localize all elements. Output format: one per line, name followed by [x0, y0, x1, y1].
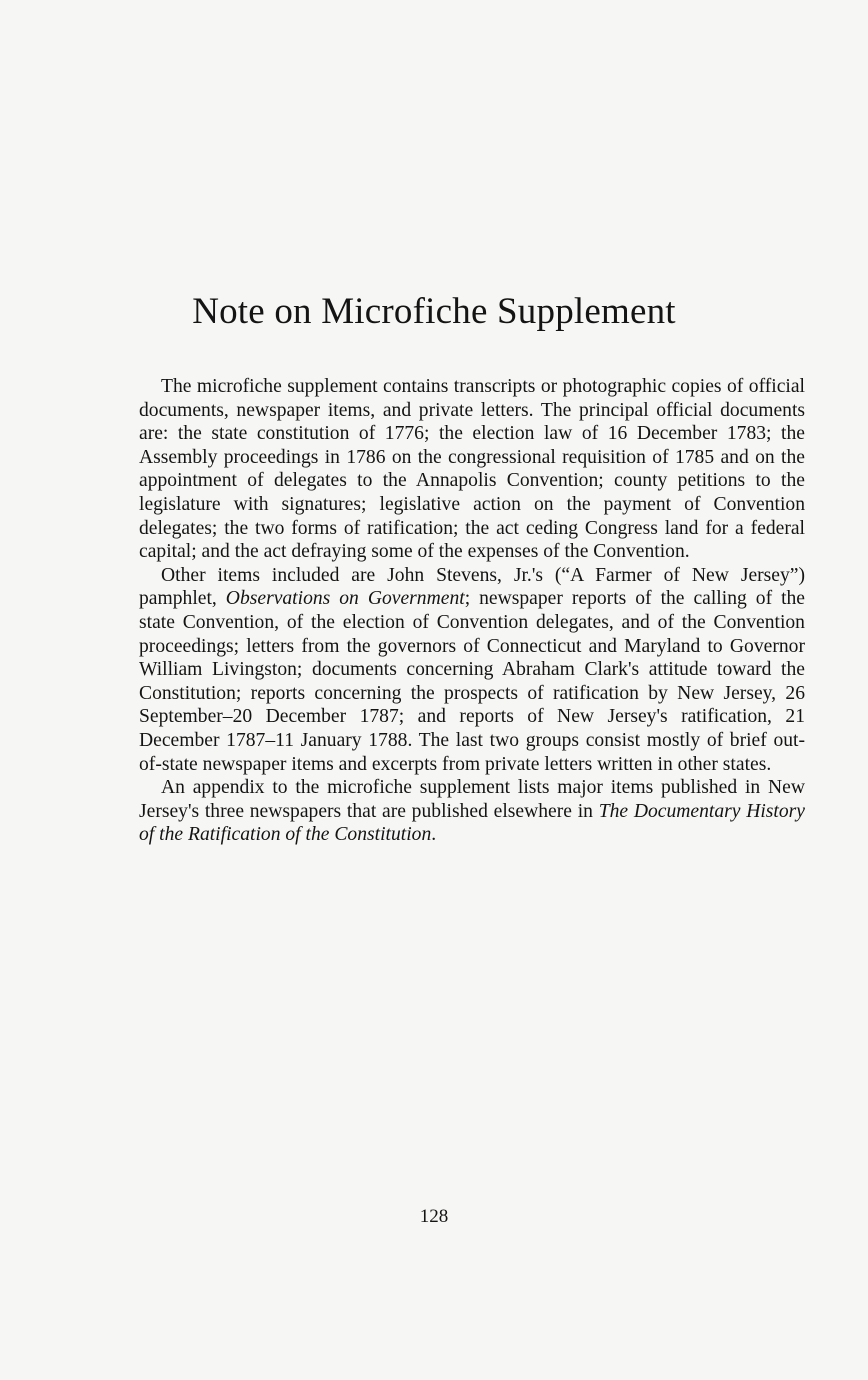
book-title: The Documentary History of the Ratification of the Constitution: [139, 800, 805, 846]
text-line: legislature with signatures; legislative action on the payment of Con: [139, 493, 747, 515]
text-line: the calling of the state Convention, of the election of Convention: [139, 588, 806, 633]
page-number: 128: [419, 1206, 449, 1227]
text-line: of brief out-of-state newspaper items and excerpts from private letters: [139, 729, 806, 775]
paragraph-2: [139, 564, 805, 776]
body-text: [139, 375, 805, 847]
text-line: gress land for a federal capital; and the act defraying some of the: [139, 517, 805, 563]
text-line: delegates, and of the Convention proceedings; letters from the gov: [139, 611, 805, 657]
text-line: tion; reports concerning the prospects of ratification by New Jersey, 26: [205, 682, 805, 704]
text-line: ernors of Connecticut and Maryland to Governor William Livingston;: [139, 635, 805, 681]
text-line: written in other states.: [597, 753, 772, 775]
text-line: 1786 on the congressional requisition of 1785 and on the appointment: [139, 446, 805, 492]
text-line: The principal official documents are: the state constitution of 1776;: [139, 399, 806, 445]
text-line: documents concerning Abraham Clark's attitude toward the Constitu: [139, 659, 805, 704]
paragraph-3: [139, 776, 805, 847]
text-line: the election law of 16 December 1783; the Assembly proceedings in: [139, 423, 805, 468]
text-line: in: [577, 800, 599, 822]
text-line: Other items included are John Stevens, Jr.'s (“A Farmer of New: [161, 564, 729, 586]
text-line: 21 December 1787–11 January 1788. The last two groups consist mostly: [139, 706, 805, 751]
text-line: lished in New Jersey's three newspapers that are published elsewhere: [139, 777, 805, 822]
text-line: expenses of the Convention.: [467, 541, 690, 563]
text-line: The microfiche supplement contains transcripts or photographic: [161, 376, 667, 397]
text-line: An appendix to the microfiche supplement lists major items pub: [161, 777, 691, 799]
text-line: of delegates to the Annapolis Convention; county petitions to the: [247, 470, 805, 492]
text-line: ; newspaper reports of: [464, 588, 652, 610]
text-line: .: [431, 824, 437, 846]
book-title: Observations on Government: [225, 588, 465, 610]
paragraph-1: [139, 375, 805, 564]
page-title: Note on Microfiche Supplement: [192, 291, 676, 332]
text-line: copies of official documents, newspaper items, and private letters.: [139, 376, 805, 421]
text-line: vention delegates; the two forms of ratification; the act ceding Con: [139, 493, 805, 539]
text-line: Jersey”) pamphlet,: [139, 564, 805, 610]
text-line: September–20 December 1787; and reports of New Jersey's ratification,: [139, 706, 772, 728]
